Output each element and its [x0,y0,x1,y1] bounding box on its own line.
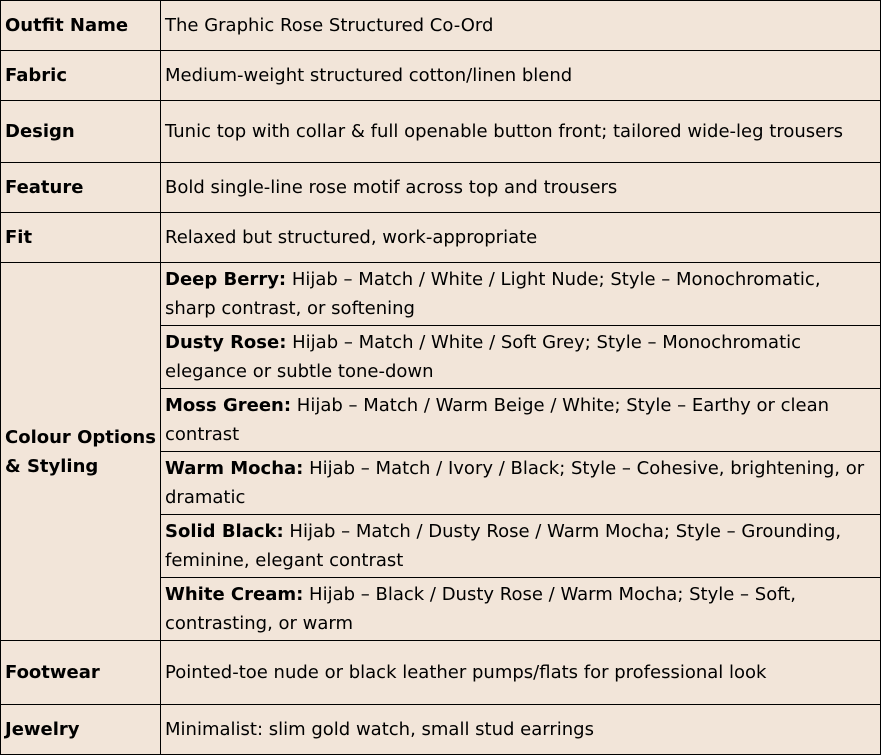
row-label: Fit [1,213,161,263]
table-row [1,641,881,705]
colour-option-desc: Hijab – Match / White / Soft Grey; Style – Monochromatic elegance or subtle tone-down [165,332,802,382]
colour-option [161,578,881,641]
table-row [1,705,881,755]
colour-option-name: Moss Green: [165,395,292,416]
colour-option-desc: Hijab – Match / Dusty Rose / Warm Mocha; Style – Grounding, feminine, elegant contrast [165,521,842,571]
colour-option-desc: Hijab – Black / Dusty Rose / Warm Mocha; Style – Soft, contrasting, or warm [165,584,797,634]
colour-option-desc: Hijab – Match / Ivory / Black; Style – Cohesive, brightening, or dramatic [165,458,865,508]
colour-option-name: Warm Mocha: [165,458,304,479]
colour-option-name: Solid Black: [165,521,284,542]
row-value: Tunic top with collar & full openable button front; tailored wide-leg trousers [161,101,881,163]
row-value: Medium-weight structured cotton/linen blend [161,51,881,101]
row-label: Fabric [1,51,161,101]
row-value: The Graphic Rose Structured Co-Ord [161,1,881,51]
colour-option [161,389,881,452]
table-row [1,101,881,163]
row-value: Relaxed but structured, work-appropriate [161,213,881,263]
row-label: Outfit Name [1,1,161,51]
row-label: Footwear [1,641,161,705]
colour-option [161,263,881,326]
colour-option-row [1,263,881,326]
colour-section-label: Colour Options & Styling [1,263,161,641]
table-row [1,163,881,213]
colour-option-name: Dusty Rose: [165,332,287,353]
row-label: Design [1,101,161,163]
row-label: Feature [1,163,161,213]
row-value: Minimalist: slim gold watch, small stud earrings [161,705,881,755]
colour-option-name: Deep Berry: [165,269,287,290]
colour-option [161,452,881,515]
table-row [1,51,881,101]
colour-option-desc: Hijab – Match / Warm Beige / White; Style – Earthy or clean contrast [165,395,830,445]
colour-option [161,515,881,578]
colour-option-name: White Cream: [165,584,304,605]
table-row [1,1,881,51]
row-value: Bold single-line rose motif across top and trousers [161,163,881,213]
table-row [1,213,881,263]
colour-option-desc: Hijab – Match / White / Light Nude; Style – Monochromatic, sharp contrast, or softening [165,269,821,319]
colour-option [161,326,881,389]
row-label: Jewelry [1,705,161,755]
row-value: Pointed-toe nude or black leather pumps/flats for professional look [161,641,881,705]
